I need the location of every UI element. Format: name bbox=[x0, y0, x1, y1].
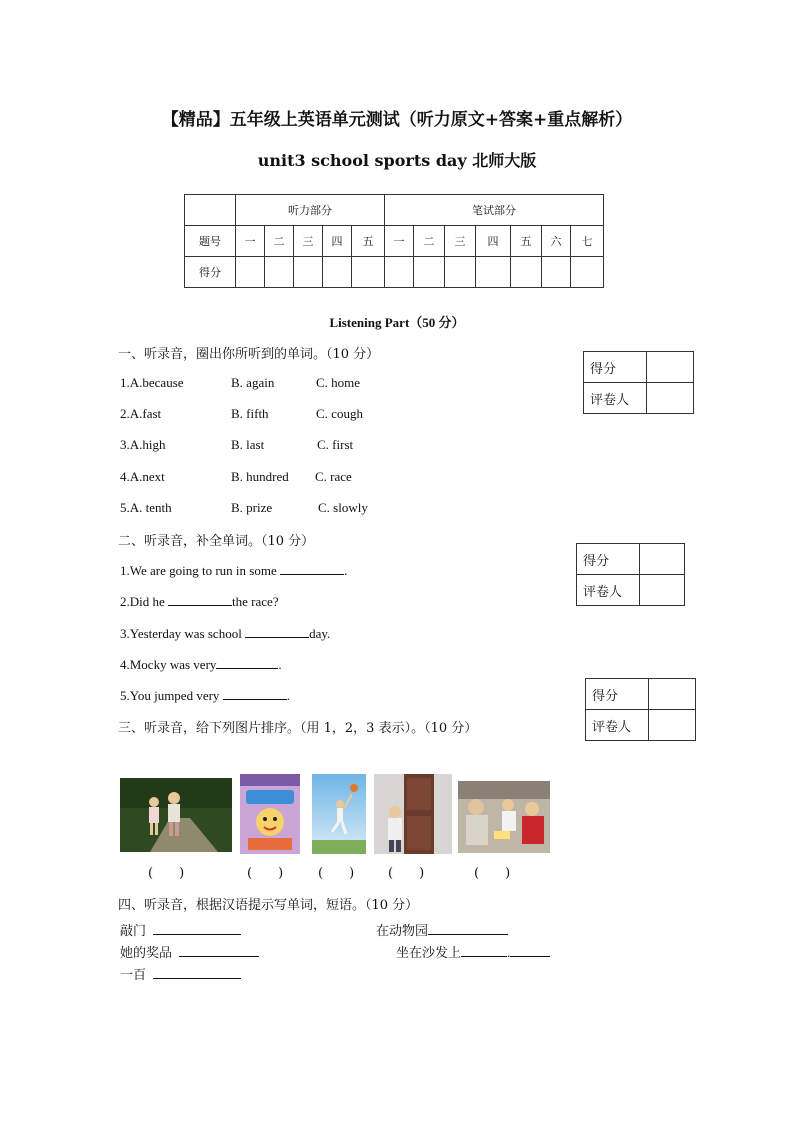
s4-item-4-text: 坐在沙发上 bbox=[396, 945, 462, 960]
grader-box-1 bbox=[583, 351, 694, 414]
col-header: 一 bbox=[385, 226, 414, 257]
col-header: 二 bbox=[265, 226, 294, 257]
section4-title: 四、听录音，根据汉语提示写单词，短语。（10 分） bbox=[118, 898, 419, 913]
col-header: 三 bbox=[294, 226, 323, 257]
row-label-number: 题号 bbox=[185, 226, 236, 257]
picture-1-answer[interactable]: ( ) bbox=[148, 866, 185, 881]
s2-q2 bbox=[120, 593, 279, 610]
s4-item-2-text: 在动物园 bbox=[376, 923, 429, 938]
s2-q5 bbox=[120, 687, 290, 704]
grader-name-cell[interactable] bbox=[647, 383, 694, 414]
grader-name-label: 评卷人 bbox=[577, 575, 640, 606]
s1-q5-a[interactable]: 5.A. tenth bbox=[120, 500, 172, 515]
picture-5-answer[interactable]: ( ) bbox=[474, 866, 511, 881]
picture-4-answer[interactable]: ( ) bbox=[388, 866, 425, 881]
s1-q2-c[interactable]: C. cough bbox=[316, 406, 363, 421]
s2-q4-end: . bbox=[278, 657, 282, 672]
grader-score-cell[interactable] bbox=[649, 679, 696, 710]
answer-blank[interactable] bbox=[223, 687, 287, 700]
writing-header: 笔试部分 bbox=[385, 195, 604, 226]
s2-q5-text: 5.You jumped very bbox=[120, 688, 223, 703]
s2-q1 bbox=[120, 562, 347, 579]
section3-title: 三、听录音，给下列图片排序。（用 1，2，3 表示）。（10 分） bbox=[118, 721, 478, 736]
s4-item-5 bbox=[120, 964, 241, 983]
s2-q5-end: . bbox=[286, 688, 290, 703]
picture-2-answer[interactable]: ( ) bbox=[247, 866, 284, 881]
answer-blank[interactable] bbox=[168, 593, 232, 606]
s1-q4-a[interactable]: 4.A.next bbox=[120, 469, 165, 484]
row-label-score: 得分 bbox=[185, 257, 236, 288]
section1-title: 一、听录音，圈出你所听到的单词。（10 分） bbox=[118, 347, 380, 362]
s1-q3-c[interactable]: C. first bbox=[317, 437, 354, 452]
col-header: 三 bbox=[445, 226, 476, 257]
score-cell[interactable] bbox=[385, 257, 414, 288]
section2-title: 二、听录音，补全单词。（10 分） bbox=[118, 534, 315, 549]
score-cell[interactable] bbox=[414, 257, 445, 288]
grader-score-label: 得分 bbox=[584, 352, 647, 383]
grader-score-label: 得分 bbox=[586, 679, 649, 710]
s4-item-3-text: 她的奖品 bbox=[120, 945, 173, 960]
answer-blank[interactable] bbox=[428, 922, 508, 935]
s2-q3-text: 3.Yesterday was school bbox=[120, 626, 246, 641]
picture-boy-at-door bbox=[374, 774, 452, 854]
answer-blank[interactable] bbox=[153, 922, 241, 935]
s1-q2-a[interactable]: 2.A.fast bbox=[120, 406, 162, 421]
s1-q3-a[interactable]: 3.A.high bbox=[120, 437, 166, 452]
col-header: 一 bbox=[236, 226, 265, 257]
score-cell[interactable] bbox=[571, 257, 604, 288]
score-cell[interactable] bbox=[236, 257, 265, 288]
picture-jumping-sky bbox=[312, 774, 366, 854]
s1-q1-b[interactable]: B. again bbox=[231, 375, 275, 390]
answer-blank[interactable] bbox=[216, 656, 278, 669]
listening-part-title: Listening Part（50 分） bbox=[329, 315, 465, 330]
grader-name-label: 评卷人 bbox=[584, 383, 647, 414]
picture-kids-walking bbox=[120, 778, 232, 852]
answer-blank[interactable] bbox=[153, 966, 241, 979]
score-cell[interactable] bbox=[476, 257, 511, 288]
score-cell[interactable] bbox=[323, 257, 352, 288]
document-title: 【精品】五年级上英语单元测试（听力原文+答案+重点解析） bbox=[161, 110, 633, 130]
s2-q1-end: . bbox=[343, 563, 348, 578]
s4-item-1-text: 敲门 bbox=[120, 923, 147, 938]
score-cell[interactable] bbox=[352, 257, 385, 288]
col-header: 二 bbox=[414, 226, 445, 257]
s1-q4-b[interactable]: B. hundred bbox=[231, 469, 289, 484]
s4-item-1 bbox=[120, 920, 241, 939]
grader-name-label: 评卷人 bbox=[586, 710, 649, 741]
score-table bbox=[184, 194, 604, 288]
grader-box-2 bbox=[576, 543, 685, 606]
score-table-corner bbox=[185, 195, 236, 226]
s1-q5-b[interactable]: B. prize bbox=[231, 500, 273, 515]
s4-item-3 bbox=[120, 942, 259, 961]
grader-name-cell[interactable] bbox=[640, 575, 685, 606]
answer-blank[interactable] bbox=[280, 562, 344, 575]
answer-blank[interactable] bbox=[179, 944, 259, 957]
answer-blank[interactable] bbox=[461, 944, 507, 957]
answer-blank[interactable] bbox=[510, 944, 550, 957]
picture-family-grandmother bbox=[458, 781, 550, 853]
score-cell[interactable] bbox=[511, 257, 542, 288]
col-header: 七 bbox=[571, 226, 604, 257]
grader-box-3 bbox=[585, 678, 696, 741]
col-header: 五 bbox=[352, 226, 385, 257]
s2-q2-end: the race? bbox=[232, 594, 279, 609]
s2-q1-text: 1.We are going to run in some bbox=[120, 563, 280, 578]
answer-blank[interactable] bbox=[245, 625, 309, 638]
s1-q2-b[interactable]: B. fifth bbox=[231, 406, 269, 421]
s1-q1-c[interactable]: C. home bbox=[316, 375, 361, 390]
listening-header: 听力部分 bbox=[236, 195, 385, 226]
score-cell[interactable] bbox=[445, 257, 476, 288]
s4-item-4-dot: . bbox=[507, 945, 511, 960]
s1-q3-b[interactable]: B. last bbox=[231, 437, 265, 452]
document-subtitle: unit3 school sports day 北师大版 bbox=[257, 151, 537, 170]
s2-q3-end: day. bbox=[309, 626, 331, 641]
score-cell[interactable] bbox=[294, 257, 323, 288]
picture-cartoon-book bbox=[240, 774, 300, 854]
s2-q2-text: 2.Did he bbox=[120, 594, 169, 609]
s2-q3 bbox=[120, 625, 330, 642]
s1-q5-c[interactable]: C. slowly bbox=[318, 500, 368, 515]
s2-q4-text: 4.Mocky was very bbox=[120, 657, 217, 672]
col-header: 五 bbox=[511, 226, 542, 257]
s1-q4-c[interactable]: C. race bbox=[315, 469, 352, 484]
s4-item-2 bbox=[376, 920, 508, 939]
col-header: 四 bbox=[323, 226, 352, 257]
s1-q1-a[interactable]: 1.A.because bbox=[120, 375, 184, 390]
grader-score-label: 得分 bbox=[577, 544, 640, 575]
score-cell[interactable] bbox=[542, 257, 571, 288]
s4-item-5-text: 一百 bbox=[120, 967, 147, 982]
grader-score-cell[interactable] bbox=[640, 544, 685, 575]
s4-item-4 bbox=[396, 942, 550, 961]
grader-name-cell[interactable] bbox=[649, 710, 696, 741]
score-cell[interactable] bbox=[265, 257, 294, 288]
grader-score-cell[interactable] bbox=[647, 352, 694, 383]
col-header: 六 bbox=[542, 226, 571, 257]
picture-3-answer[interactable]: ( ) bbox=[318, 866, 355, 881]
col-header: 四 bbox=[476, 226, 511, 257]
s2-q4 bbox=[120, 656, 282, 673]
